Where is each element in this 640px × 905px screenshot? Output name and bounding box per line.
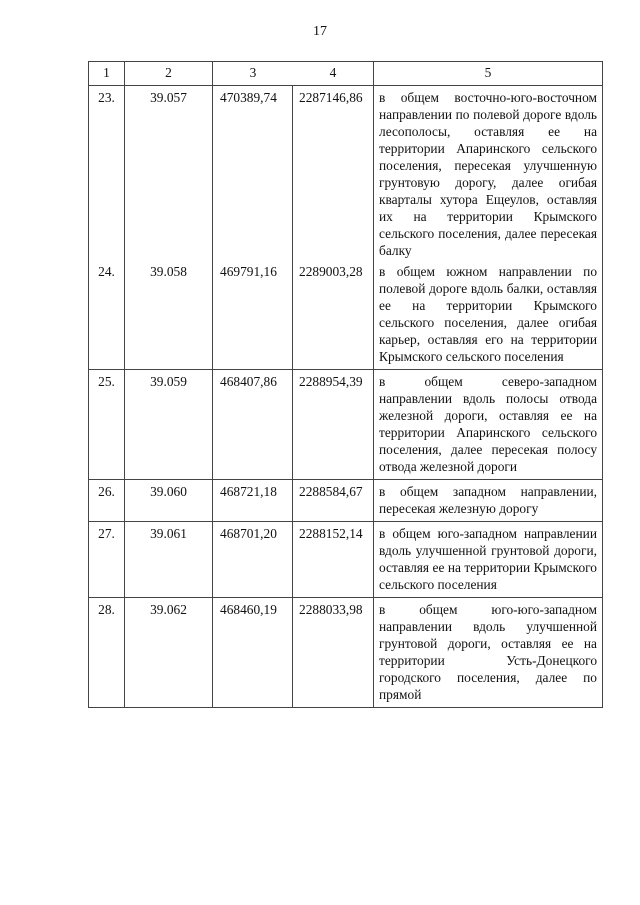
x-coordinate-cell — [213, 370, 293, 480]
page-number: 17 — [313, 24, 327, 39]
point-id-cell — [125, 86, 213, 370]
row-number-cell — [89, 86, 125, 370]
x-coordinate-cell — [213, 480, 293, 522]
column-header-coordinates — [213, 62, 374, 86]
column-header: 5 — [374, 62, 603, 86]
column-header: 4 — [329, 65, 337, 80]
y-coordinate-text: 2288954,39 — [299, 374, 363, 389]
description-text: в общем восточно-юго-восточном направлении по полевой дороге вдоль лесополосы, оставляя ее на территории Апаринского сельского поселения, пересекая улучшенную грунтовую дорогу, далее огибая кварталы хутора Ещеулов, оставляя их на территории Крымского сельского поселения, далее пересекая балку — [379, 90, 598, 258]
point-id-text: 39.061 — [150, 526, 187, 541]
column-header: 2 — [125, 62, 213, 86]
row-number-text: 23. — [98, 90, 115, 105]
row-number-cell — [89, 370, 125, 480]
x-coordinate-text: 469791,16 — [220, 264, 277, 279]
x-coordinate-text: 468460,19 — [220, 602, 277, 617]
y-coordinate-text: 2288584,67 — [299, 484, 363, 499]
y-coordinate-cell — [293, 522, 374, 598]
point-id-text: 39.060 — [150, 484, 187, 499]
row-number-cell — [89, 480, 125, 522]
row-number-cell — [89, 598, 125, 708]
row-number-text: 27. — [98, 526, 115, 541]
boundary-points-table — [88, 61, 603, 708]
column-header: 1 — [89, 62, 125, 86]
row-number-text: 28. — [98, 602, 115, 617]
point-id-text: 39.058 — [150, 264, 187, 279]
point-id-cell — [125, 480, 213, 522]
row-number-text: 26. — [98, 484, 115, 499]
table-row — [89, 370, 603, 480]
description-cell — [374, 598, 603, 708]
table-row — [89, 86, 603, 370]
x-coordinate-text: 468407,86 — [220, 374, 277, 389]
description-cell — [374, 370, 603, 480]
row-number-cell — [89, 522, 125, 598]
y-coordinate-text: 2288033,98 — [299, 602, 363, 617]
x-coordinate-text: 470389,74 — [220, 90, 277, 105]
y-coordinate-text: 2287146,86 — [299, 90, 363, 105]
description-text: в общем южном направлении по полевой дороге вдоль балки, оставляя ее на территории Крымского сельского поселения, далее огибая карьер, оставляя его на территории Крымского сельского поселения — [379, 264, 598, 364]
description-text: в общем северо-западном направлении вдоль полосы отвода железной дороги, оставляя ее на территории Апаринского сельского поселения, далее пересекая полосу отвода железной дороги — [379, 374, 598, 474]
y-coordinate-text: 2288152,14 — [299, 526, 363, 541]
table-row — [89, 480, 603, 522]
y-coordinate-text: 2289003,28 — [299, 264, 363, 279]
row-number-text: 25. — [98, 374, 115, 389]
point-id-cell — [125, 370, 213, 480]
description-cell — [374, 522, 603, 598]
description-text: в общем юго-западном направлении вдоль улучшенной грунтовой дороги, оставляя ее на территории Крымского сельского поселения — [379, 526, 598, 592]
table-header-row — [89, 62, 603, 86]
y-coordinate-cell — [293, 480, 374, 522]
table-row — [89, 598, 603, 708]
point-id-text: 39.057 — [150, 90, 187, 105]
column-header: 3 — [249, 65, 257, 80]
description-text: в общем юго-юго-западном направлении вдоль улучшенной грунтовой дороги, оставляя ее на территории Усть-Донецкого городского поселения, далее по прямой — [379, 602, 598, 702]
x-coordinate-text: 468701,20 — [220, 526, 277, 541]
point-id-cell — [125, 598, 213, 708]
y-coordinate-cell — [293, 370, 374, 480]
x-coordinate-cell — [213, 598, 293, 708]
x-coordinate-cell — [213, 522, 293, 598]
description-text: в общем западном направлении, пересекая железную дорогу — [379, 484, 598, 516]
point-id-text: 39.059 — [150, 374, 187, 389]
x-coordinate-cell — [213, 86, 293, 370]
x-coordinate-text: 468721,18 — [220, 484, 277, 499]
point-id-text: 39.062 — [150, 602, 187, 617]
y-coordinate-cell — [293, 86, 374, 370]
point-id-cell — [125, 522, 213, 598]
description-cell — [374, 480, 603, 522]
row-number-text: 24. — [98, 264, 115, 279]
description-cell — [374, 86, 603, 370]
y-coordinate-cell — [293, 598, 374, 708]
table-row — [89, 522, 603, 598]
